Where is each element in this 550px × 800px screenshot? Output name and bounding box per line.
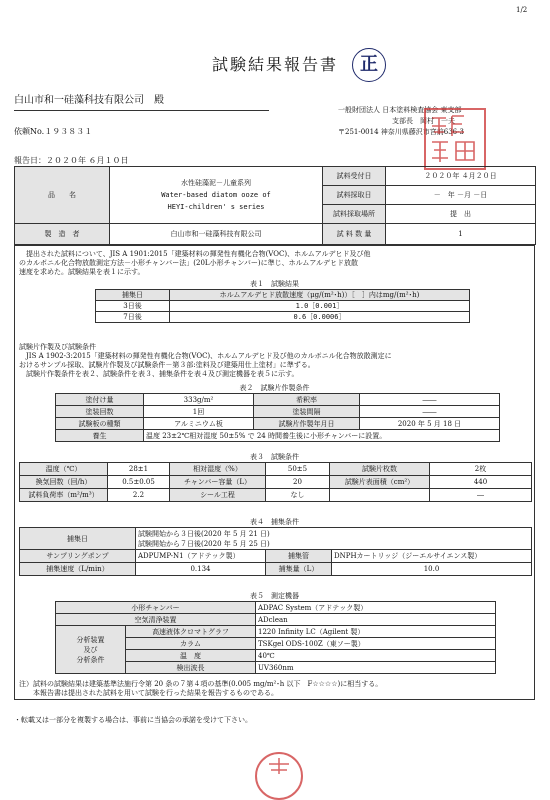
t3-label-chamber: チャンバー容量（L） <box>170 476 266 489</box>
client-underline <box>14 110 269 111</box>
page-title: 試験結果報告書 <box>212 55 339 74</box>
t3-label-temp: 温度（℃） <box>20 463 108 476</box>
official-seal-mark: 正 <box>352 48 386 82</box>
t3-label-area: 試験片表面積（cm²） <box>330 476 430 489</box>
t4-value-tube: DNPHカートリッジ（ジーエルサイエンス製） <box>332 550 532 563</box>
t3-label-humidity: 相対湿度（%） <box>170 463 266 476</box>
t2-label-dilution: 希釈率 <box>254 394 360 406</box>
t5-value-hplc: 1220 Infinity LC（Agilent 製） <box>256 626 496 638</box>
t3-value-ventilation: 0.5±0.05 <box>108 476 170 489</box>
t1-row1-day: 3日後 <box>96 301 170 312</box>
t2-label-date: 試験片作製年月日 <box>254 418 360 430</box>
t5-label-column: カラム <box>126 638 256 650</box>
t1-header-rate: ホルムアルデヒド放散速度（μg/(m²･h)）［ ］内はmg/(m²･h) <box>170 290 470 301</box>
maker-label: 製 造 者 <box>15 224 110 245</box>
request-number: 依頼No.１９３８３１ <box>14 127 93 136</box>
client-name: 白山市和一硅藻科技有限公司 殿 <box>14 95 164 106</box>
t1-row2-value: 0.6［0.0006］ <box>170 312 470 323</box>
intro-line-3: 速度を求めた。試験結果を表１に示す。 <box>19 268 145 276</box>
issuer-head: 支部長 岡村 一夫 <box>392 117 455 125</box>
table2-specimen <box>55 393 500 442</box>
report-date: 報告日：２０２０年 ６月１０日 <box>14 156 129 165</box>
t3-label-ventilation: 換気回数（回/h） <box>20 476 108 489</box>
issuer-org: 一般財団法人 日本塗料検査協会 東支部 <box>338 106 462 114</box>
t5-label-cleaner: 空気清浄装置 <box>56 614 256 626</box>
issuer-address: 〒251-0014 神奈川県藤沢市宮前636-3 <box>338 128 464 136</box>
company-seal-stamp <box>424 108 486 170</box>
t1-row2-day: 7日後 <box>96 312 170 323</box>
t5-label-hplc: 高速液体クロマトグラフ <box>126 626 256 638</box>
t2-value-date: 2020 年 5 月 18 日 <box>360 418 500 430</box>
t5-label-temp: 温 度 <box>126 650 256 662</box>
bottom-seal-stamp <box>255 752 303 800</box>
t3-empty-cell <box>330 489 430 502</box>
t3-label-count: 試験片枚数 <box>330 463 430 476</box>
t1-header-day: 捕集日 <box>96 290 170 301</box>
t4-value-amount: 10.0 <box>332 563 532 576</box>
method-line-1: JIS A 1902-3:2015「建築材料の揮発性有機化合物(VOC)、ホルムアルデヒド及び他のカルボニル化合物放散測定に <box>19 352 392 360</box>
maker-value: 白山市和一硅藻科技有限公司 <box>110 224 323 245</box>
t2-value-dilution: ―― <box>360 394 500 406</box>
table5-caption: 表５ 測定機器 <box>250 592 299 600</box>
footer-note: ・転載又は一部分を複製する場合は、事前に当協会の承諾を受けて下さい。 <box>14 716 252 724</box>
table1-caption: 表１ 試験結果 <box>250 280 299 288</box>
t2-label-cure: 養生 <box>56 430 144 442</box>
t4-label-speed: 捕集速度（L/min） <box>20 563 136 576</box>
sample-info-table <box>14 166 536 245</box>
t4-label-tube: 捕集管 <box>266 550 332 563</box>
t2-value-cure: 温度 23±2℃相対湿度 50±5% で 24 時間養生後に小形チャンバーに設置。 <box>144 430 500 442</box>
method-line-3: 試験片作製条件を表２、試験条件を表３、捕集条件を表４及び測定機器を表５に示す。 <box>19 370 299 378</box>
t2-value-plate: アルミニウム板 <box>144 418 254 430</box>
t3-value-seal: なし <box>266 489 330 502</box>
t5-value-column: TSKgel ODS-100Z（東ソー製） <box>256 638 496 650</box>
t4-value-day: 試験開始から３日後(2020 年 5 月 21 日) 試験開始から７日後(2020 年 5 月 25 日) <box>136 528 532 550</box>
t3-value-humidity: 50±5 <box>266 463 330 476</box>
t3-value-count: 2枚 <box>430 463 532 476</box>
t3-value-chamber: 20 <box>266 476 330 489</box>
product-label: 品 名 <box>15 167 110 224</box>
t4-value-pump: ADPUMP-N1（アドテック製） <box>136 550 266 563</box>
t3-dash-cell: ― <box>430 489 532 502</box>
table5-instruments <box>55 601 496 674</box>
page-number: 1/2 <box>516 6 528 14</box>
t5-group-label: 分析装置 及び 分析条件 <box>56 626 126 674</box>
sampled-date: － 年 －月 －日 <box>386 186 536 205</box>
t3-label-load: 試料負荷率（m²/m³） <box>20 489 108 502</box>
qty-value: 1 <box>386 224 536 245</box>
place-value: 提 出 <box>386 205 536 224</box>
t4-label-day: 捕集日 <box>20 528 136 550</box>
t3-value-area: 440 <box>430 476 532 489</box>
t2-label-plate: 試験板の種類 <box>56 418 144 430</box>
table2-caption: 表２ 試験片作製条件 <box>239 384 310 392</box>
qty-label: 試 料 数 量 <box>323 224 386 245</box>
table3-conditions <box>19 462 532 502</box>
method-line-2: おけるサンプル採取、試験片作製及び試験条件－第３部:塗料及び建築用仕上塗材」に準ずる。 <box>19 361 315 369</box>
t4-label-pump: サンプリングポンプ <box>20 550 136 563</box>
t5-label-chamber: 小形チャンバー <box>56 602 256 614</box>
t2-label-coat: 塗付け量 <box>56 394 144 406</box>
t2-label-interval: 塗装間隔 <box>254 406 360 418</box>
received-date: ２０２０年 ４月２０日 <box>386 167 536 186</box>
method-heading: 試験片作製及び試験条件 <box>19 343 96 351</box>
table3-caption: 表３ 試験条件 <box>250 453 299 461</box>
t1-row1-value: 1.0［0.001］ <box>170 301 470 312</box>
t4-label-amount: 捕集量（L） <box>266 563 332 576</box>
t3-label-seal: シール工程 <box>170 489 266 502</box>
t3-value-load: 2.2 <box>108 489 170 502</box>
note-line-1: 注）試料の試験結果は建築基準法施行令第 20 条の７第４項の基準(0.005 mg/m²･h 以下 F☆☆☆☆)に相当する。 <box>19 680 383 688</box>
intro-line-2: のカルボニル化合物放散測定方法－小形チャンバー法」(20L小形チャンバー)に準じ、ホルムアルデヒド放散 <box>19 259 359 267</box>
table4-caption: 表４ 捕集条件 <box>250 518 299 526</box>
received-label: 試料受付日 <box>323 167 386 186</box>
sampled-label: 試料採取日 <box>323 186 386 205</box>
t4-value-speed: 0.134 <box>136 563 266 576</box>
intro-line-1: 提出された試料について、JIS A 1901:2015「建築材料の揮発性有機化合物(VOC)、ホルムアルデヒド及び他 <box>19 250 371 258</box>
product-name: 水性硅藻泥－儿童系列 Water-based diatom ooze of HEYI-children' s series <box>110 167 323 224</box>
t5-value-chamber: ADPAC System（アドテック製） <box>256 602 496 614</box>
t5-value-wavelength: UV360nm <box>256 662 496 674</box>
place-label: 試料採取場所 <box>323 205 386 224</box>
t2-value-coat: 333g/m² <box>144 394 254 406</box>
t5-label-wavelength: 検出波長 <box>126 662 256 674</box>
t2-value-times: 1回 <box>144 406 254 418</box>
table1-results <box>95 289 470 323</box>
results-frame <box>14 245 535 700</box>
note-line-2: 本報告書は提出された試料を用いて試験を行った結果を報告するものである。 <box>19 689 278 697</box>
t2-value-interval: ―― <box>360 406 500 418</box>
t2-label-times: 塗装回数 <box>56 406 144 418</box>
t5-value-temp: 40℃ <box>256 650 496 662</box>
t3-value-temp: 28±1 <box>108 463 170 476</box>
t5-value-cleaner: ADclean <box>256 614 496 626</box>
table4-sampling <box>19 527 532 576</box>
